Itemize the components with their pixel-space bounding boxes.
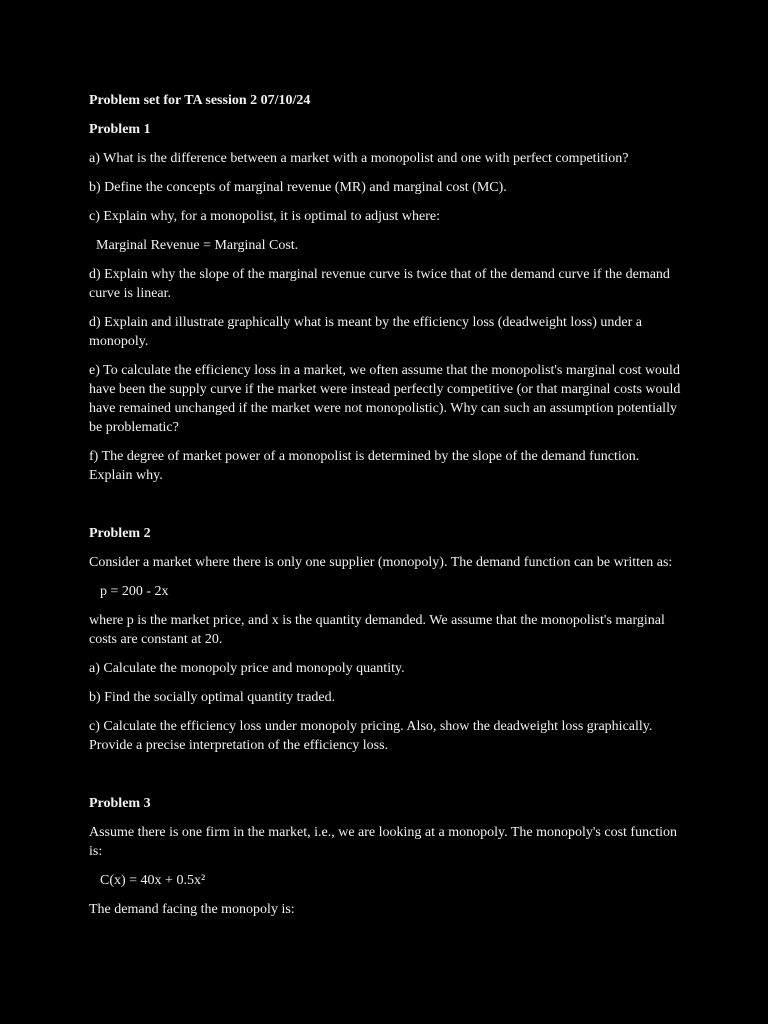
problem-3-demand-text: The demand facing the monopoly is: [89,902,295,917]
document-title: Problem set for TA session 2 07/10/24 [89,93,311,108]
problem-2-question-a: a) Calculate the monopoly price and monopoly quantity. [89,661,405,676]
problem-1-question-f: f) The degree of market power of a monopolist is determined by the slope of the demand function. Explain why. [89,449,640,483]
document-page [89,91,681,929]
problem-2-demand-equation: p = 200 - 2x [100,584,169,599]
problem-1-question-d-slope: d) Explain why the slope of the marginal revenue curve is twice that of the demand curve if the demand curve is linear. [89,267,670,301]
problem-1-heading: Problem 1 [89,122,151,137]
section-spacer [89,765,681,794]
section-spacer [89,495,681,524]
problem-1-section [89,120,681,485]
problem-2-heading: Problem 2 [89,526,151,541]
problem-2-intro: Consider a market where there is only one supplier (monopoly). The demand function can be written as: [89,555,673,570]
problem-3-heading: Problem 3 [89,796,151,811]
problem-3-section [89,794,681,919]
problem-2-question-c: c) Calculate the efficiency loss under monopoly pricing. Also, show the deadweight loss graphically. Provide a precise interpretation of the efficiency loss. [89,719,653,753]
problem-1-question-c: c) Explain why, for a monopolist, it is optimal to adjust where: [89,209,440,224]
problem-1-question-b: b) Define the concepts of marginal revenue (MR) and marginal cost (MC). [89,180,507,195]
problem-1-equation: Marginal Revenue = Marginal Cost. [96,238,299,253]
problem-2-section [89,524,681,755]
problem-2-where: where p is the market price, and x is the quantity demanded. We assume that the monopolist's marginal costs are constant at 20. [89,613,665,647]
problem-2-question-b: b) Find the socially optimal quantity traded. [89,690,336,705]
problem-1-question-e: e) To calculate the efficiency loss in a market, we often assume that the monopolist's marginal cost would have been the supply curve if the market were instead perfectly competitive (or that marginal costs would have remained unchanged if the market were not monopolistic). Why can such an assumption potentially be problematic? [89,363,681,435]
problem-1-question-a: a) What is the difference between a market with a monopolist and one with perfect competition? [89,151,629,166]
problem-1-question-d-deadweight: d) Explain and illustrate graphically what is meant by the efficiency loss (deadweight loss) under a monopoly. [89,315,642,349]
problem-3-cost-equation: C(x) = 40x + 0.5x² [100,873,206,888]
problem-3-intro: Assume there is one firm in the market, i.e., we are looking at a monopoly. The monopoly's cost function is: [89,825,678,859]
